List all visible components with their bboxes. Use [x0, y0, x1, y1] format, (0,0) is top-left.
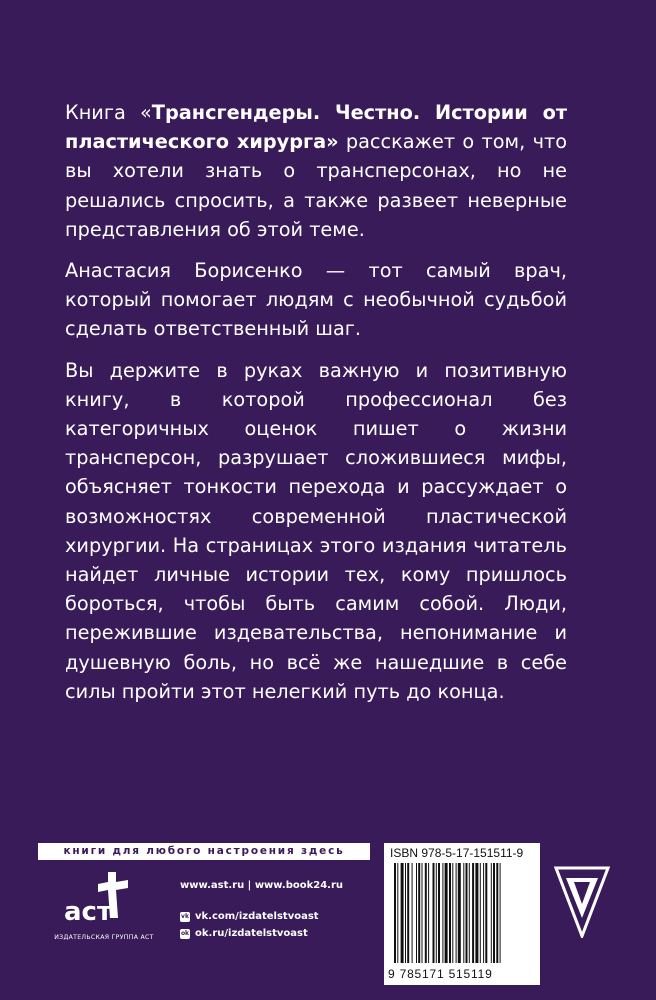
vk-icon: vk [181, 912, 189, 920]
annotation-paragraph-1: Книга «Трансгендеры. Честно. Истории от пластического хирурга» расскажет о том, что вы хотели знать о трансперсонах, но не решались спросить, а также развеет неверные представления об этой теме. [65, 101, 567, 241]
v-triangle-logo-icon [554, 866, 610, 938]
ok-link[interactable]: ok ok.ru/izdatelstvoast [180, 928, 308, 939]
ok-icon: ok [180, 929, 190, 937]
annotation-paragraph-2: Анастасия Борисенко — тот самый врач, который помогает людям с необычной судьбой сделать ответственный шаг. [65, 259, 567, 341]
vk-link[interactable]: vk vk.com/izdatelstvoast [181, 911, 319, 922]
tagline-banner: книги для любого настроения здесь [38, 843, 370, 860]
websites-link[interactable]: www.ast.ru | www.book24.ru [180, 880, 344, 891]
ast-logo [58, 868, 146, 932]
isbn-label: ISBN 978-5-17-151511-9 [390, 846, 524, 860]
annotation-text [65, 98, 567, 718]
ast-logo-text: аст [63, 897, 113, 927]
barcode-icon [392, 863, 532, 967]
barcode-number: 9 785171 515119 [388, 967, 493, 981]
barcode-panel [384, 843, 540, 985]
annotation-paragraph-3: Вы держите в руках важную и позитивную книгу, в которой профессионал без категоричных оценок пишет о жизни трансперсон, разрушает сложившиеся мифы, объясняет тонкости перехода и рассуждает о возможностях современной пластической хирургии. На страницах этого издания читатель найдет личные истории тех, кому пришлось бороться, чтобы быть самим собой. Люди, пережившие издевательства, непонимание и душевную боль, но всё же нашедшие в себе силы пройти этот нелегкий путь до конца. [65, 358, 567, 703]
book-title: Трансгендеры. Честно. Истории от пластического хирурга» [65, 101, 567, 154]
publisher-imprint: ИЗДАТЕЛЬСКАЯ ГРУППА АСТ [54, 934, 154, 941]
